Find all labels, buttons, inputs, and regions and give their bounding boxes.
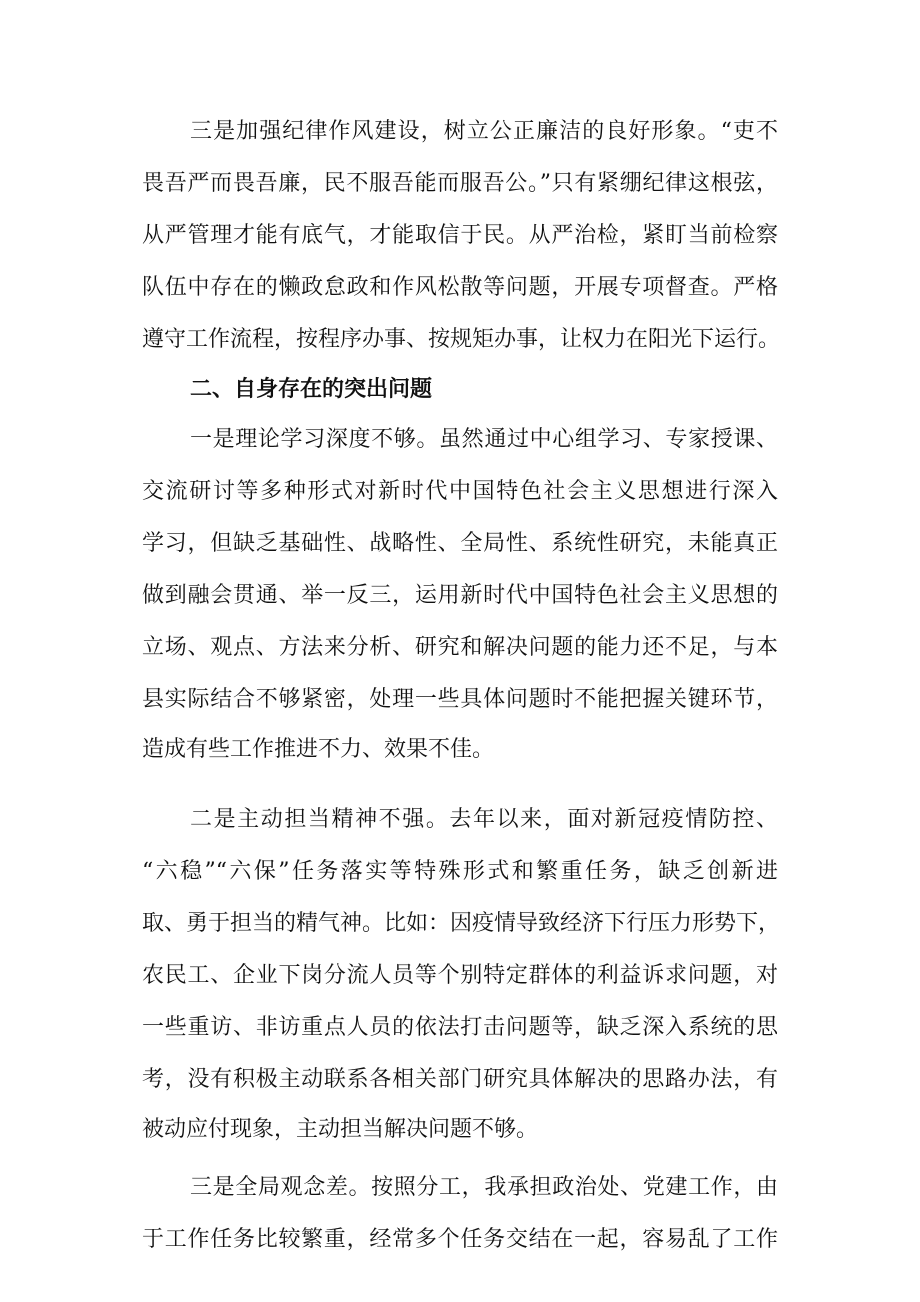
- section-heading: 二、自身存在的突出问题: [190, 377, 433, 402]
- paragraph-1-line-3: 从严管理才能有底气，才能取信于民。从严治检，紧盯当前检察: [142, 223, 778, 248]
- paragraph-3-line-5: 一些重访、非访重点人员的依法打击问题等，缺乏深入系统的思: [142, 1015, 778, 1040]
- paragraph-1-line-1: 三是加强纪律作风建设，树立公正廉洁的良好形象。“吏不: [190, 119, 778, 144]
- paragraph-1-line-5: 遵守工作流程，按程序办事、按规矩办事，让权力在阳光下运行。: [142, 327, 781, 352]
- paragraph-3-line-4: 农民工、企业下岗分流人员等个别特定群体的利益诉求问题，对: [142, 963, 778, 988]
- paragraph-3-line-2: “六稳”“六保”任务落实等特殊形式和繁重任务，缺乏创新进: [142, 859, 778, 884]
- paragraph-3-line-3: 取、勇于担当的精气神。比如：因疫情导致经济下行压力形势下，: [142, 911, 781, 936]
- paragraph-2-line-7: 造成有些工作推进不力、效果不佳。: [142, 737, 495, 762]
- paragraph-2-line-3: 学习，但缺乏基础性、战略性、全局性、系统性研究，未能真正: [142, 531, 778, 556]
- paragraph-3-line-6: 考，没有积极主动联系各相关部门研究具体解决的思路办法，有: [142, 1067, 778, 1092]
- paragraph-3-line-1: 二是主动担当精神不强。去年以来，面对新冠疫情防控、: [190, 807, 778, 832]
- paragraph-3-line-7: 被动应付现象，主动担当解决问题不够。: [142, 1117, 539, 1142]
- paragraph-2-line-2: 交流研讨等多种形式对新时代中国特色社会主义思想进行深入: [142, 479, 778, 504]
- paragraph-1-line-2: 畏吾严而畏吾廉，民不服吾能而服吾公。”只有紧绷纪律这根弦，: [142, 171, 778, 196]
- paragraph-1-line-4: 队伍中存在的懒政怠政和作风松散等问题，开展专项督查。严格: [142, 275, 778, 300]
- paragraph-2-line-4: 做到融会贯通、举一反三，运用新时代中国特色社会主义思想的: [142, 583, 778, 608]
- paragraph-2-line-5: 立场、观点、方法来分析、研究和解决问题的能力还不足，与本: [142, 635, 778, 660]
- paragraph-2-line-1: 一是理论学习深度不够。虽然通过中心组学习、专家授课、: [190, 427, 778, 452]
- paragraph-4-line-1: 三是全局观念差。按照分工，我承担政治处、党建工作，由: [190, 1175, 778, 1200]
- paragraph-2-line-6: 县实际结合不够紧密，处理一些具体问题时不能把握关键环节，: [142, 687, 778, 712]
- paragraph-4-line-2: 于工作任务比较繁重，经常多个任务交结在一起，容易乱了工作: [142, 1227, 778, 1252]
